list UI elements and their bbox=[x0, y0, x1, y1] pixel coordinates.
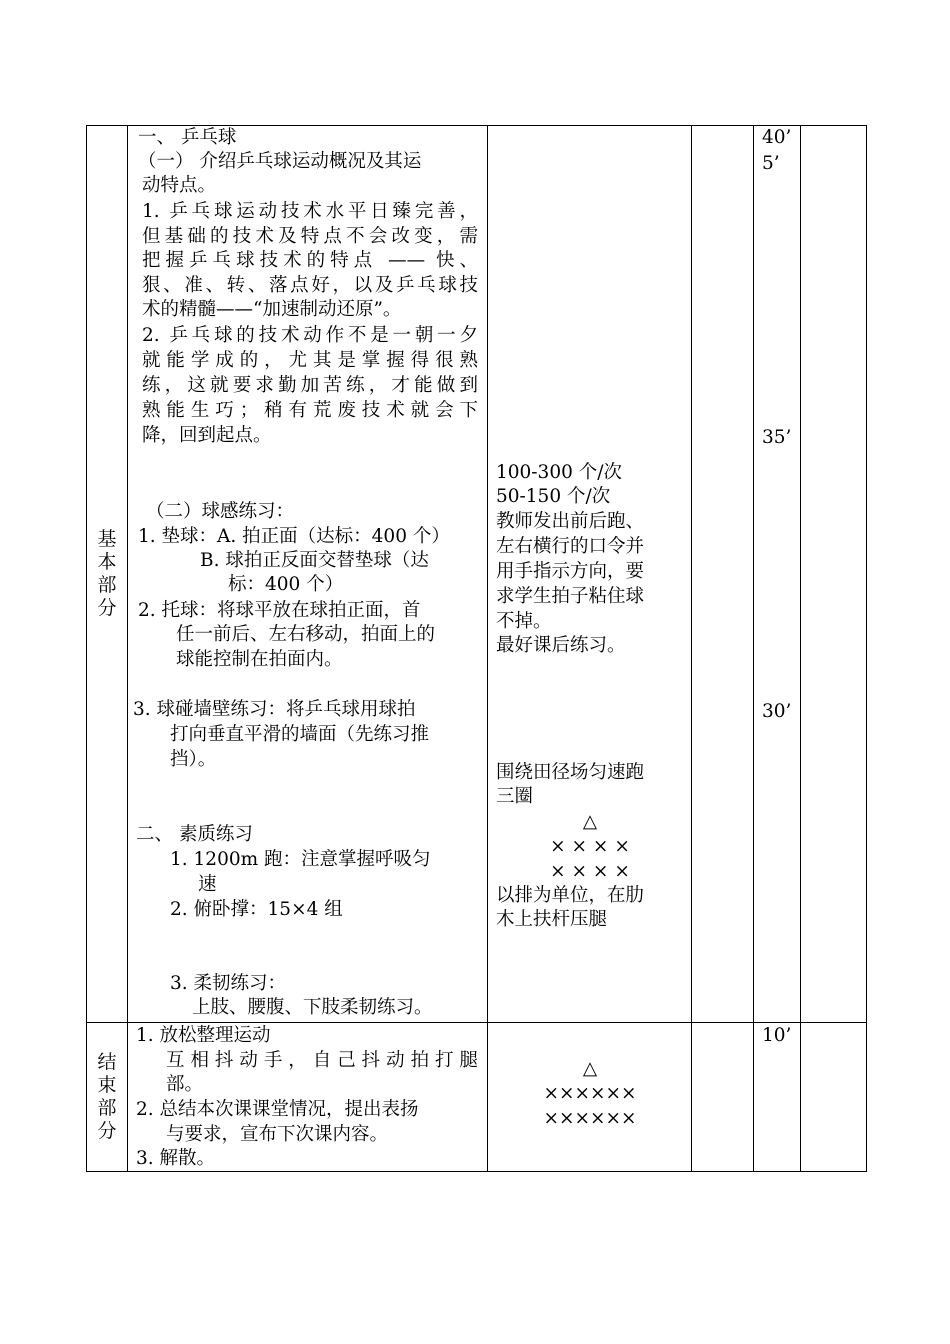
basic-method-cell bbox=[488, 126, 692, 1023]
end-extra-cell bbox=[801, 1023, 867, 1172]
content-line: 一、 乒乓球 bbox=[138, 127, 237, 148]
basic-section-label bbox=[87, 126, 128, 1023]
content-line: 与要求，宣布下次课内容。 bbox=[166, 1124, 389, 1145]
content-line: （一） 介绍乒乓球运动概况及其运 bbox=[138, 151, 422, 172]
method-line: 求学生拍子粘住球 bbox=[496, 586, 645, 607]
time-value: 10’ bbox=[762, 1025, 792, 1046]
content-line: B. 球拍正反面交替垫球（达 bbox=[200, 550, 429, 571]
section-char: 部 bbox=[97, 1097, 117, 1119]
method-line: 用手指示方向，要 bbox=[496, 561, 645, 582]
section-char: 基 bbox=[97, 528, 117, 550]
teacher-triangle-icon: △ bbox=[582, 811, 598, 832]
method-line: 左右横行的口令并 bbox=[496, 536, 645, 557]
method-line: 100-300 个/次 bbox=[496, 462, 622, 483]
end-content-cell bbox=[128, 1023, 488, 1172]
content-line: 2. 托球：将球平放在球拍正面，首 bbox=[138, 600, 421, 621]
content-line: 二、 素质练习 bbox=[136, 824, 253, 845]
method-line: 教师发出前后跑、 bbox=[496, 511, 645, 532]
content-line: 1. 放松整理运动 bbox=[136, 1025, 271, 1046]
method-line: 50-150 个/次 bbox=[496, 486, 611, 507]
content-line: 2. 俯卧撑：15×4 组 bbox=[170, 899, 343, 920]
content-line: 3. 球碰墙壁练习：将乒乓球用球拍 bbox=[133, 699, 416, 720]
content-line: 打向垂直平滑的墙面（先练习推 bbox=[170, 724, 430, 745]
time-value: 5’ bbox=[762, 153, 780, 174]
content-line: 熟能生巧；稍有荒废技术就会下 bbox=[142, 400, 478, 421]
basic-section-row bbox=[87, 126, 867, 1023]
content-line: 标：400 个） bbox=[228, 574, 344, 595]
end-time-cell bbox=[754, 1023, 801, 1172]
time-value: 35’ bbox=[762, 427, 792, 448]
content-line: 上肢、腰腹、下肢柔韧练习。 bbox=[192, 997, 433, 1018]
content-line: 3. 柔韧练习： bbox=[170, 973, 287, 994]
end-method-cell bbox=[488, 1023, 692, 1172]
content-line: 术的精髓——“加速制动还原”。 bbox=[142, 299, 402, 320]
content-line: 2. 乒乓球的技术动作不是一朝一夕 bbox=[142, 325, 478, 346]
section-char: 结 bbox=[97, 1051, 117, 1073]
content-line: 1. 乒乓球运动技术水平日臻完善， bbox=[142, 201, 478, 222]
content-line: 部。 bbox=[166, 1074, 204, 1095]
content-line: 1. 1200m 跑：注意掌握呼吸匀 bbox=[170, 849, 431, 870]
formation-row: ×××××× bbox=[543, 1108, 637, 1129]
section-char: 束 bbox=[97, 1074, 117, 1096]
content-line: 降，回到起点。 bbox=[142, 425, 272, 446]
basic-content-cell bbox=[128, 126, 488, 1023]
content-line: 就能学成的，尤其是掌握得很熟 bbox=[142, 350, 478, 371]
formation-row: × × × × bbox=[550, 861, 630, 882]
method-line: 不掉。 bbox=[496, 611, 552, 632]
content-line: 球能控制在拍面内。 bbox=[176, 649, 343, 670]
basic-time-cell bbox=[754, 126, 801, 1023]
content-line: 任一前后、左右移动，拍面上的 bbox=[176, 624, 436, 645]
time-value: 40’ bbox=[762, 127, 792, 148]
content-line: 但基础的技术及特点不会改变，需 bbox=[142, 226, 478, 247]
method-line: 三圈 bbox=[496, 786, 534, 807]
content-line: 挡）。 bbox=[170, 749, 217, 770]
time-value: 30’ bbox=[762, 701, 792, 722]
content-line: 动特点。 bbox=[142, 175, 217, 196]
end-section-label bbox=[87, 1023, 128, 1172]
method-line: 以排为单位，在肋 bbox=[496, 885, 645, 906]
method-line: 木上扶杆压腿 bbox=[496, 909, 608, 930]
basic-extra-cell bbox=[801, 126, 867, 1023]
content-line: 速 bbox=[198, 874, 217, 895]
method-line: 围绕田径场匀速跑 bbox=[496, 762, 645, 783]
section-char: 部 bbox=[97, 574, 117, 596]
end-section-row bbox=[87, 1023, 867, 1172]
formation-row: × × × × bbox=[550, 836, 630, 857]
content-line: 狠、准、转、落点好，以及乒乓球技 bbox=[142, 275, 478, 296]
content-line: （二）球感练习： bbox=[146, 501, 295, 522]
content-line: 互相抖动手，自己抖动拍打腿 bbox=[166, 1050, 478, 1071]
lesson-plan-table bbox=[86, 125, 867, 1172]
basic-blank-cell bbox=[692, 126, 754, 1023]
method-line: 最好课后练习。 bbox=[496, 635, 626, 656]
formation-row: ×××××× bbox=[543, 1083, 637, 1104]
section-char: 分 bbox=[97, 1120, 117, 1142]
section-char: 分 bbox=[97, 597, 117, 619]
content-line: 练，这就要求勤加苦练，才能做到 bbox=[142, 375, 478, 396]
content-line: 2. 总结本次课课堂情况，提出表扬 bbox=[136, 1099, 419, 1120]
teacher-triangle-icon: △ bbox=[582, 1058, 598, 1079]
section-char: 本 bbox=[97, 551, 117, 573]
content-line: 1. 垫球：A. 拍正面（达标：400 个） bbox=[138, 526, 450, 547]
content-line: 3. 解散。 bbox=[136, 1148, 216, 1169]
content-line: 把握乒乓球技术的特点 —— 快、 bbox=[142, 250, 478, 271]
end-blank-cell bbox=[692, 1023, 754, 1172]
